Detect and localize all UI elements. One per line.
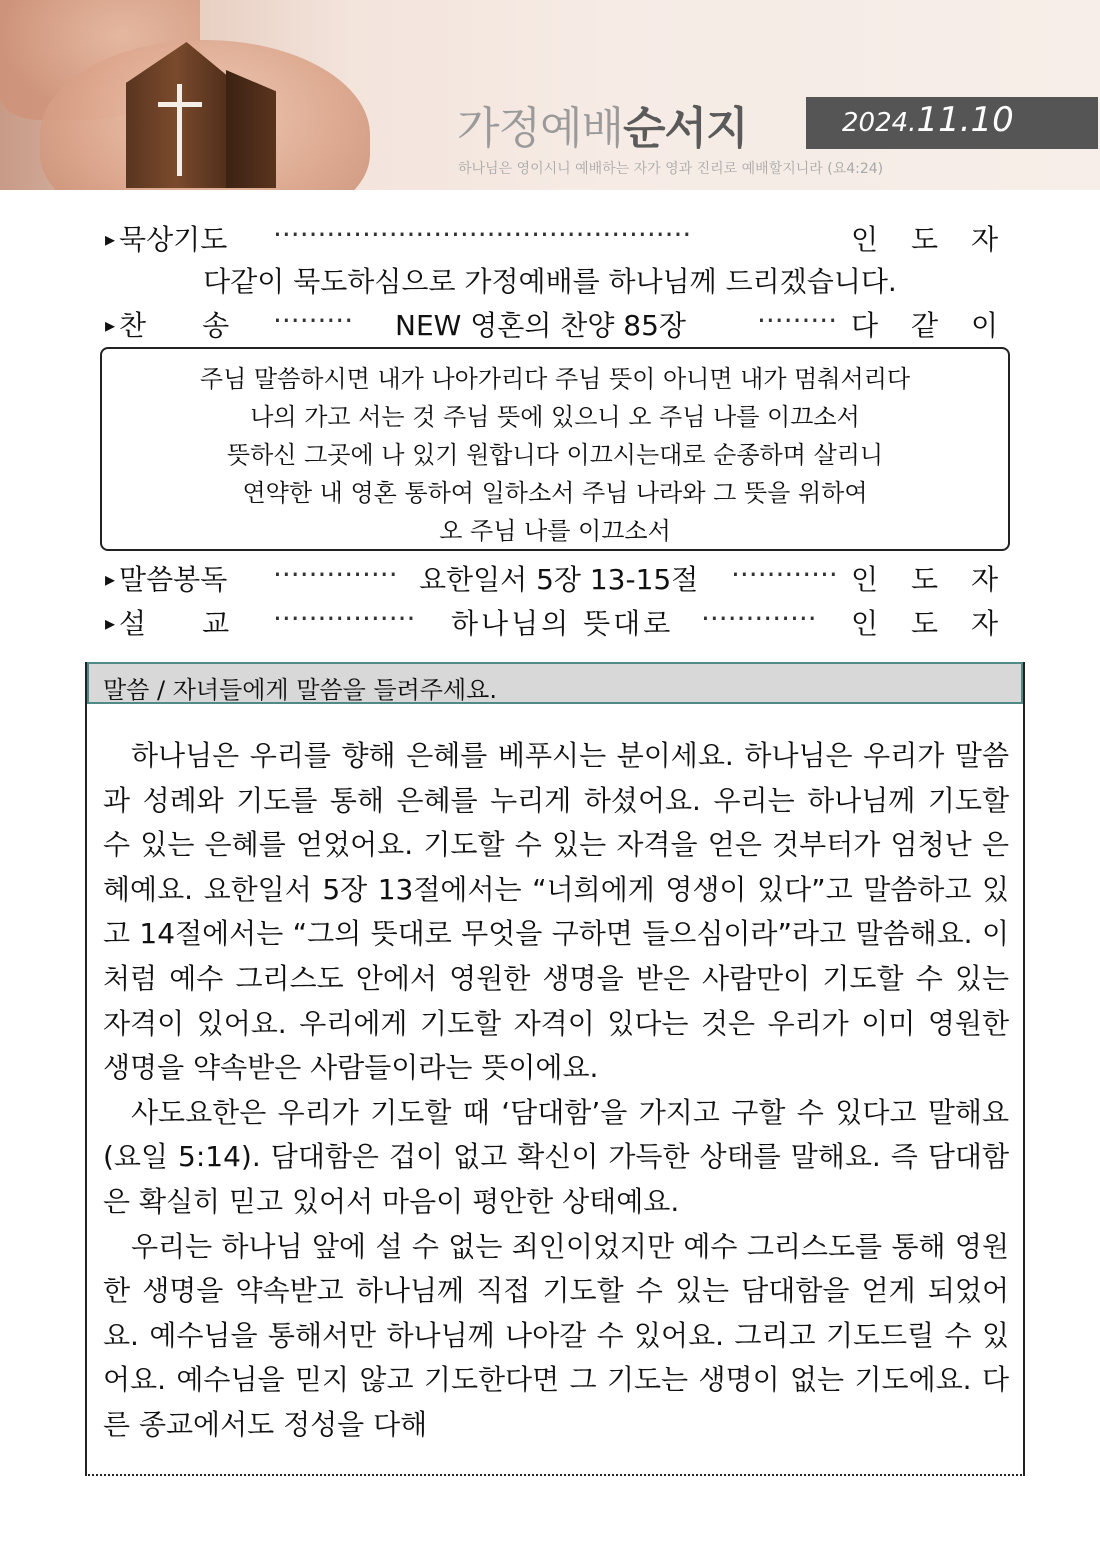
lyric-line: 뜻하신 그곳에 나 있기 원합니다 이끄시는대로 순종하며 살리니 xyxy=(226,441,884,469)
sermon-paragraph: 하나님은 우리를 향해 은혜를 베푸시는 분이세요. 하나님은 우리가 말씀과 성례와 기도를 통해 은혜를 누리게 하셨어요. 우리는 하나님께 기도할 수 있는 은혜를 얻었어요. 기도할 수 있는 자격을 얻은 것부터가 엄청난 은혜예요. 요한일서 5장 13절에서는 “너희에게 영생이 있다”고 말씀하고 있고 14절에서는 “그의 뜻대로 무엇을 구하면 들으심이라”라고 말씀해요. 이처럼 예수 그리스도 안에서 영원한 생명을 받은 사람만이 기도할 수 있는 자격이 있어요. 우리에게 기도할 자격이 있다는 것은 우리가 이미 영원한 생명을 약속받은 사람들이라는 뜻이에요. xyxy=(103,739,1009,1085)
order-leader: 인 도 자 xyxy=(851,563,1010,596)
order-label: ▸ 말씀봉독 xyxy=(105,558,227,598)
order-label: ▸ 설 교 xyxy=(105,602,229,642)
hymn-title: NEW 영혼의 찬양 85장 xyxy=(395,309,686,342)
page-title xyxy=(457,92,748,156)
sermon-paragraph: 우리는 하나님 앞에 설 수 없는 죄인이었지만 예수 그리스도를 통해 영원한 생명을 약속받고 하나님께 직접 기도할 수 있는 담대함을 얻게 되었어요. 예수님을 통해서만 하나님께 나아갈 수 있어요. 그리고 기도드릴 수 있어요. 예수님을 믿지 않고 기도한다면 그 기도는 생명이 없는 기도에요. 다른 종교에서도 정성을 다해 xyxy=(103,1229,1009,1441)
lyric-line: 연약한 내 영혼 통하여 일하소서 주님 나라와 그 뜻을 위하여 xyxy=(242,479,868,507)
sermon-paragraph: 사도요한은 우리가 기도할 때 ‘담대함’을 가지고 구할 수 있다고 말해요(요일 5:14). 담대함은 겁이 없고 확신이 가득한 상태를 말해요. 즉 담대함은 확실히 믿고 있어서 마음이 평안한 상태예요. xyxy=(103,1095,1009,1218)
prayer-note: 다같이 묵도하심으로 가정예배를 하나님께 드리겠습니다. xyxy=(203,265,897,298)
order-label: ▸ 묵상기도 xyxy=(105,218,227,258)
sermon-body xyxy=(103,734,1009,1448)
header-verse: 하나님은 영이시니 예배하는 자가 영과 진리로 예배할지니라 (요4:24) xyxy=(458,161,884,177)
header-banner xyxy=(0,0,1100,190)
leader-dots: ·············· xyxy=(273,558,398,591)
sermon-heading-bar xyxy=(87,662,1023,704)
leader-dots: ········· xyxy=(757,304,838,337)
cross-icon xyxy=(177,84,182,176)
date-year: 2024. xyxy=(842,108,917,138)
title-bold: 순서지 xyxy=(623,103,748,154)
lyric-line: 오 주님 나를 이끄소서 xyxy=(439,517,671,545)
order-label: ▸ 찬 송 xyxy=(105,304,229,344)
order-leader: 인 도 자 xyxy=(851,607,1010,640)
hymn-lyrics-box xyxy=(100,347,1010,551)
order-leader: 다 같 이 xyxy=(851,309,1010,342)
sermon-box xyxy=(85,662,1025,1476)
cross-icon-bar xyxy=(158,102,202,107)
title-light: 가정예배 xyxy=(457,103,624,154)
leader-dots: ············· xyxy=(701,602,817,635)
service-date xyxy=(842,100,1014,140)
sermon-heading: 말씀 / 자녀들에게 말씀을 들려주세요. xyxy=(103,676,497,704)
order-leader: 인 도 자 xyxy=(851,223,1010,256)
date-month-day: 11.10 xyxy=(916,100,1014,140)
order-item-prayer xyxy=(105,218,1010,258)
lyric-line: 주님 말씀하시면 내가 나아가리다 주님 뜻이 아니면 내가 멈춰서리다 xyxy=(199,365,911,393)
sermon-title: 하나님의 뜻대로 xyxy=(451,607,674,640)
order-item-hymn xyxy=(105,304,1010,344)
leader-dots: ········· xyxy=(273,304,354,337)
lyric-line: 나의 가고 서는 것 주님 뜻에 있으니 오 주님 나를 이끄소서 xyxy=(250,403,860,431)
leader-dots: ················ xyxy=(273,602,416,635)
leader-dots: ··············································· xyxy=(273,218,692,251)
order-item-reading xyxy=(105,558,1010,598)
leader-dots: ············ xyxy=(731,558,838,591)
reading-text: 요한일서 5장 13-15절 xyxy=(419,563,699,596)
order-item-sermon xyxy=(105,602,1010,642)
